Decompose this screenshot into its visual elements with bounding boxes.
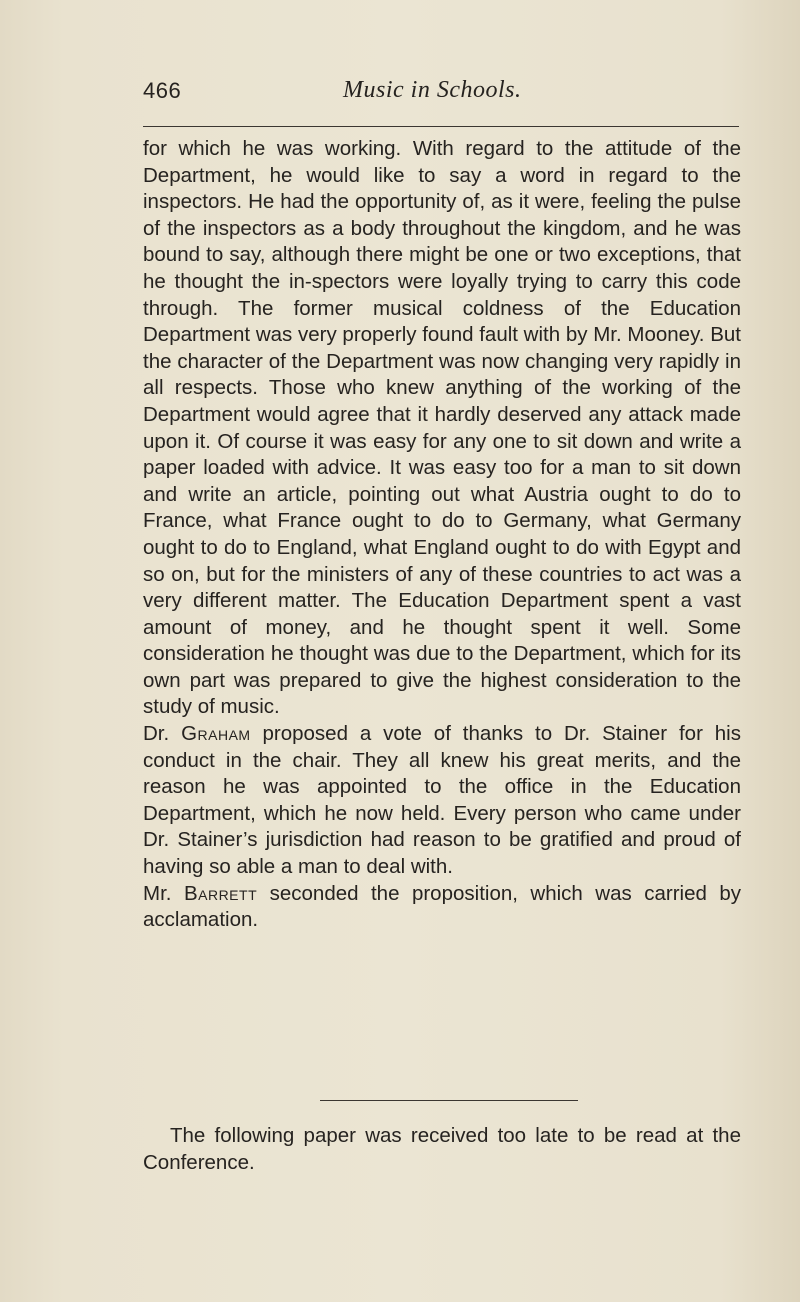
speaker-prefix: Mr. [143,881,184,905]
paragraph-text: proposed a vote of thanks to Dr. Stainer for his conduct in the chair. They all knew his great merits, and the reason he was appointed to the office in the Education Department, which he now held. Every person who came under Dr. Stainer’s jurisdiction had reason to be gratified and proud of having so able a man to deal with. [143,722,741,879]
note-paragraph: The following paper was received too late to be read at the Conference. [143,1124,741,1174]
paragraph-continuation: for which he was working. With regard to the attitude of the Department, he would like to say a word in regard to the inspectors. He had the opportunity of, as it were, feeling the pulse of the inspectors as a body throughout the kingdom, and he was bound to say, although there might be one or two exceptions, that he thought the in-spectors were loyally trying to carry this code through. The former musical coldness of the Education Department was very properly found fault with by Mr. Mooney. But the character of the Department was now changing very rapidly in all respects. Those who knew anything of the working of the Department would agree that it hardly deserved any attack made upon it. Of course it was easy for any one to sit down and write a paper loaded with advice. It was easy too for a man to sit down and write an article, pointing out what Austria ought to do to France, what France ought to do to Germany, what Germany ought to do to England, what England ought to do with Egypt and so on, but for the ministers of any of these countries to act was a very different matter. The Education Department spent a vast amount of money, and he thought spent it well. Some consideration he thought was due to the Department, which for its own part was prepared to give the highest consideration to the study of music. [143,137,741,719]
closing-note [143,1122,741,1176]
paragraph-graham [143,721,741,881]
speaker-prefix: Dr. [143,722,182,746]
speaker-name: Barrett [183,881,258,905]
header-rule [143,126,739,127]
paragraph-text: seconded the proposition, which was carried by acclamation. [143,881,742,932]
body-text [143,136,741,934]
paragraph-barrett [143,881,741,934]
section-divider [320,1100,578,1101]
running-head [143,78,738,108]
page-number: 466 [143,78,182,103]
speaker-name: Graham [181,722,251,746]
running-title: Music in Schools. [343,77,522,103]
